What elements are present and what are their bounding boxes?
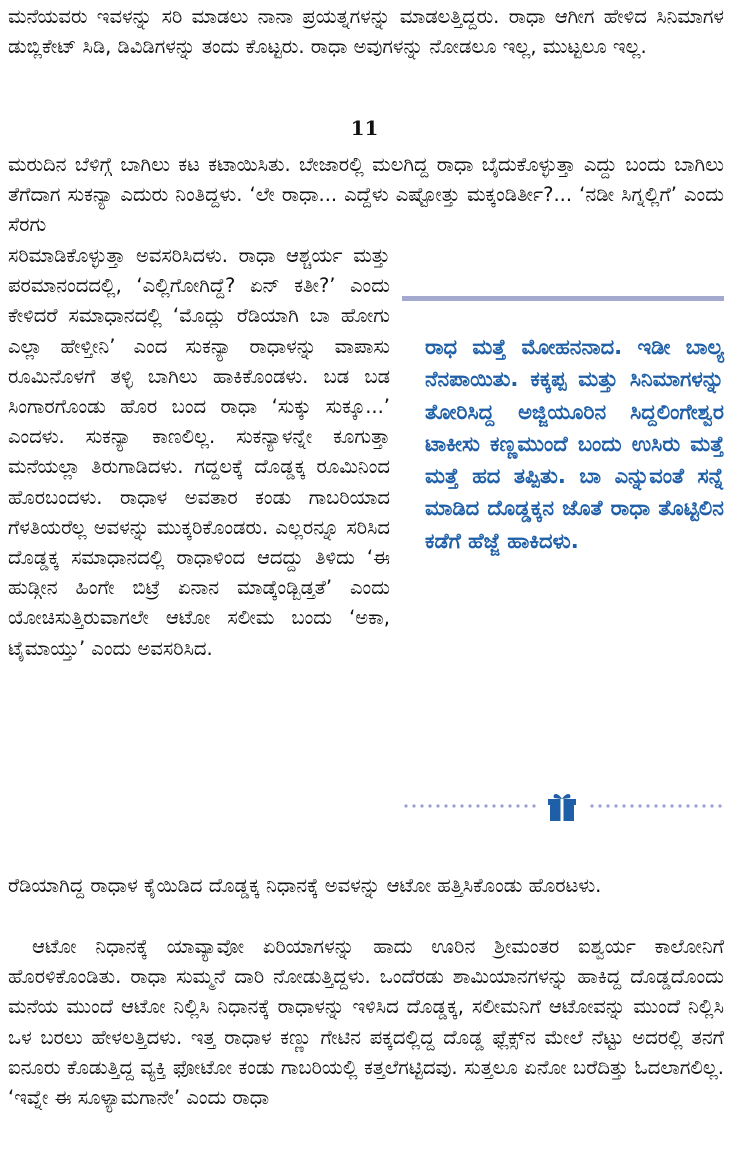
paragraph-final: ಆಟೋ ನಿಧಾನಕ್ಕೆ ಯಾವ್ಯಾವೋ ಏರಿಯಾಗಳನ್ನು ಹಾದು ಊರಿನ ಶ್ರೀಮಂತರ ಐಶ್ವರ್ಯ ಕಾಲೋನಿಗೆ ಹೊರಳಿಕೊಂಡಿತು. ರಾಧಾ ಸುಮ್ಮನೆ ದಾರಿ ನೋಡುತ್ತಿದ್ದಳು. ಒಂದೆರಡು ಶಾಮಿಯಾನಗಳನ್ನು ಹಾಕಿದ್ದ ದೊಡ್ಡದೊಂದು ಮನೆಯ ಮುಂದೆ ಆಟೋ ನಿಲ್ಲಿಸಿ ನಿಧಾನಕ್ಕೆ ರಾಧಾಳನ್ನು ಇಳಿಸಿದ ದೊಡ್ಡಕ್ಕ, ಸಲೀಮನಿಗೆ ಆಟೋವನ್ನು ಮುಂದೆ ನಿಲ್ಲಿಸಿ ಒಳ ಬರಲು ಹೇಳಲತ್ತಿದಳು. ಇತ್ತ ರಾಧಾಳ ಕಣ್ಣು ಗೇಟಿನ ಪಕ್ಕದಲ್ಲಿದ್ದ ದೊಡ್ಡ ಫ್ಲೆಕ್ಸ್‌ನ ಮೇಲೆ ನೆಟ್ಟು ಅದರಲ್ಲಿ ತನಗೆ ಐನೂರು ಕೊಡುತ್ತಿದ್ದ ವ್ಯಕ್ತಿ ಫೋಟೋ ಕಂಡು ಗಾಬರಿಯಲ್ಲಿ ಕತ್ತಲೆಗಟ್ಟಿದವು. ಸುತ್ತಲೂ ಏನೋ ಬರೆದಿತ್ತು ಓದಲಾಗಲಿಲ್ಲ. ‘ಇವ್ನೇ ಈ ಸೂಳ್ಯಾಮಗಾನೇ’ ಎಂದು ರಾಧಾ (8, 935, 724, 1110)
chapter-number: 11 (350, 116, 379, 140)
paragraph-wrapped-column: ಸರಿಮಾಡಿಕೊಳ್ಳುತ್ತಾ ಅವಸರಿಸಿದಳು. ರಾಧಾ ಆಶ್ಚರ್ಯ ಮತ್ತು ಪರಮಾನಂದದಲ್ಲಿ, ‘ಎಲ್ಲಿಗೋಗಿದ್ದೆ? ಏನ್ ಕತೀ?’ ಎಂದು ಕೇಳಿದರೆ ಸಮಾಧಾನದಲ್ಲಿ ‘ಮೊದ್ಲು ರೆಡಿಯಾಗಿ ಬಾ ಹೋಗು ಎಲ್ಲಾ ಹೇಳ್ತೀನಿ’ ಎಂದ ಸುಕನ್ಯಾ ರಾಧಾಳನ್ನು ವಾಪಾಸು ರೂಮಿನೊಳಗೆ ತಳ್ಳಿ ಬಾಗಿಲು ಹಾಕಿಕೊಂಡಳು. ಬಡ ಬಡ ಸಿಂಗಾರಗೊಂಡು ಹೊರ ಬಂದ ರಾಧಾ ‘ಸುಕ್ಕು ಸುಕ್ಕೂ...’ ಎಂದಳು. ಸುಕನ್ಯಾ ಕಾಣಲಿಲ್ಲ. ಸುಕನ್ಯಾಳನ್ನೇ ಕೂಗುತ್ತಾ ಮನೆಯಲ್ಲಾ ತಿರುಗಾಡಿದಳು. ಗದ್ದಲಕ್ಕೆ ದೊಡ್ಡಕ್ಕ ರೂಮಿನಿಂದ ಹೊರಬಂದಳು. ರಾಧಾಳ ಅವತಾರ ಕಂಡು ಗಾಬರಿಯಾದ ಗೆಳತಿಯರೆಲ್ಲ ಅವಳನ್ನು ಮುಕ್ಕರಿಕೊಂಡರು. ಎಲ್ಲರನ್ನೂ ಸರಿಸಿದ ದೊಡ್ಡಕ್ಕ ಸಮಾಧಾನದಲ್ಲಿ ರಾಧಾಳಿಂದ ಆದದ್ದು ತಿಳಿದು ‘ಈ ಹುಡ್ಗೀನ ಹಿಂಗೇ ಬಿಟ್ರೆ ಏನಾನ ಮಾಡ್ಕೆಂಡ್ಬಿಡ್ತತೆ’ ಎಂದು ಯೋಚಿಸುತ್ತಿರುವಾಗಲೇ ಆಟೋ ಸಲೀಮ ಬಂದು ‘ಅಕಾ, ಟೈಮಾಯ್ತು’ ಎಂದು ಅವಸರಿಸಿದ. (8, 244, 390, 660)
paragraph-top: ಮನೆಯವರು ಇವಳನ್ನು ಸರಿ ಮಾಡಲು ನಾನಾ ಪ್ರಯತ್ನಗಳನ್ನು ಮಾಡಲತ್ತಿದ್ದರು. ರಾಧಾ ಆಗೀಗ ಹೇಳಿದ ಸಿನಿಮಾಗಳ ಡುಬ್ಲಿಕೇಟ್ ಸಿಡಿ, ಡಿವಿಡಿಗಳನ್ನು ತಂದು ಕೊಟ್ಟರು. ರಾಧಾ ಅವುಗಳನ್ನು ನೋಡಲೂ ಇಲ್ಲ, ಮುಟ್ಟಲೂ ಇಲ್ಲ. (8, 5, 724, 59)
pullquote-top-rule (402, 296, 724, 301)
paragraph-continued: ರೆಡಿಯಾಗಿದ್ದ ರಾಧಾಳ ಕೈಯಿಡಿದ ದೊಡ್ಡಕ್ಕ ನಿಧಾನಕ್ಕೆ ಅವಳನ್ನು ಆಟೋ ಹತ್ತಿಸಿಕೊಂಡು ಹೊರಟಳು. (8, 874, 602, 897)
pullquote: ರಾಧ ಮತ್ತೆ ಮೋಹನನಾದ. ಇಡೀ ಬಾಲ್ಯ ನೆನಪಾಯಿತು. ಕಕ್ಕಪ್ಪ ಮತ್ತು ಸಿನಿಮಾಗಳನ್ನು ತೋರಿಸಿದ್ದ ಅಜ್ಜಿಯೂರಿನ ಸಿದ್ದಲಿಂಗೇಶ್ವರ ಟಾಕೀಸು ಕಣ್ಣಮುಂದೆ ಬಂದು ಉಸಿರು ಮತ್ತೆ ಮತ್ತೆ ಹದ ತಪ್ಪಿತು. ಬಾ ಎನ್ನುವಂತೆ ಸನ್ನೆ ಮಾಡಿದ ದೊಡ್ಡಕ್ಕನ ಜೊತೆ ರಾಧಾ ತೊಟ್ಟಿಲಿನ ಕಡೆಗೆ ಹೆಜ್ಜೆ ಹಾಕಿದಳು. (425, 335, 724, 553)
paragraph-opening: ಮರುದಿನ ಬೆಳಿಗ್ಗೆ ಬಾಗಿಲು ಕಟ ಕಟಾಯಿಸಿತು. ಬೇಜಾರಲ್ಲಿ ಮಲಗಿದ್ದ ರಾಧಾ ಬೈದುಕೊಳ್ಳುತ್ತಾ ಎದ್ದು ಬಂದು ಬಾಗಿಲು ತೆಗೆದಾಗ ಸುಕನ್ಯಾ ಎದುರು ನಿಂತಿದ್ದಳು. ‘ಲೇ ರಾಧಾ... ಎದ್ದೆಳು ಎಷ್ಟೋತ್ತು ಮಕ್ಕಂಡಿರ್ತೀ?... ‘ನಡೀ ಸಿಗ್ನಲ್ಲಿಗೆ’ ಎಂದು ಸೆರಗು (8, 153, 724, 237)
gift-icon (546, 790, 578, 822)
